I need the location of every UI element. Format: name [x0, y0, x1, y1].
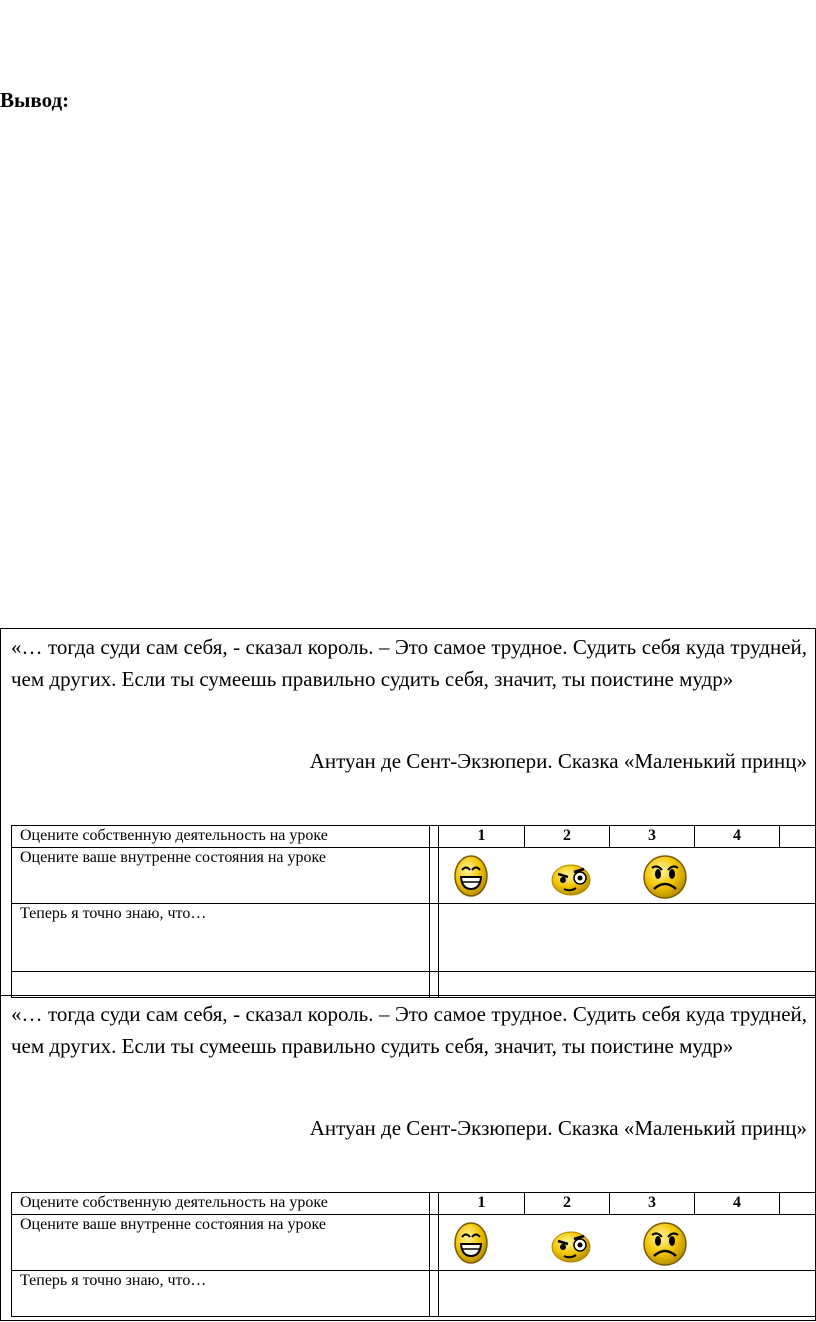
empty-cell [439, 972, 816, 998]
know-label: Теперь я точно знаю, что… [12, 904, 430, 972]
score-4[interactable]: 4 [695, 1193, 780, 1215]
score-4[interactable]: 4 [695, 826, 780, 848]
score-2[interactable]: 2 [525, 826, 610, 848]
mood-faces-cell [439, 1215, 816, 1271]
page-title: Вывод: [0, 88, 70, 112]
know-answer-cell[interactable] [439, 904, 816, 972]
state-label: Оцените ваше внутренне состояния на уроке [12, 848, 430, 904]
state-label: Оцените ваше внутренне состояния на уроке [12, 1215, 430, 1271]
score-2[interactable]: 2 [525, 1193, 610, 1215]
know-answer-cell[interactable] [439, 1271, 816, 1317]
spacer-cell [430, 826, 439, 848]
reflection-block-2 [0, 995, 816, 1321]
spacer-cell [430, 848, 439, 904]
sad-face-icon[interactable] [642, 1221, 688, 1267]
laughing-face-icon[interactable] [453, 854, 489, 898]
quote-author: Антуан де Сент-Экзюпери. Сказка «Маленький принц» [309, 1116, 807, 1140]
know-label: Теперь я точно знаю, что… [12, 1271, 430, 1317]
self-assessment-table [11, 825, 816, 998]
spacer-cell [430, 1271, 439, 1317]
quote-text: «… тогда суди сам себя, - сказал король. – Это самое трудное. Судить себя куда трудней, чем других. Если ты сумеешь правильно судить себя, значит, ты поистине мудр» [11, 635, 807, 691]
spacer-cell [430, 904, 439, 972]
mood-faces-cell [439, 848, 816, 904]
score-empty [780, 826, 816, 848]
score-1[interactable]: 1 [439, 1193, 525, 1215]
quote-text: «… тогда суди сам себя, - сказал король. – Это самое трудное. Судить себя куда трудней, чем других. Если ты сумеешь правильно судить себя, значит, ты поистине мудр» [11, 1002, 807, 1058]
score-empty [780, 1193, 816, 1215]
empty-cell [12, 972, 430, 998]
laughing-face-icon[interactable] [453, 1221, 489, 1265]
score-3[interactable]: 3 [610, 1193, 695, 1215]
winking-face-icon[interactable] [550, 1229, 592, 1263]
quote-author: Антуан де Сент-Экзюпери. Сказка «Маленький принц» [309, 749, 807, 773]
reflection-block-1 [0, 628, 816, 996]
score-1[interactable]: 1 [439, 826, 525, 848]
spacer-cell [430, 1215, 439, 1271]
winking-face-icon[interactable] [550, 862, 592, 896]
self-assessment-table [11, 1192, 816, 1317]
spacer-cell [430, 972, 439, 998]
activity-label: Оцените собственную деятельность на уроке [12, 1193, 430, 1215]
activity-label: Оцените собственную деятельность на уроке [12, 826, 430, 848]
spacer-cell [430, 1193, 439, 1215]
score-3[interactable]: 3 [610, 826, 695, 848]
sad-face-icon[interactable] [642, 854, 688, 900]
